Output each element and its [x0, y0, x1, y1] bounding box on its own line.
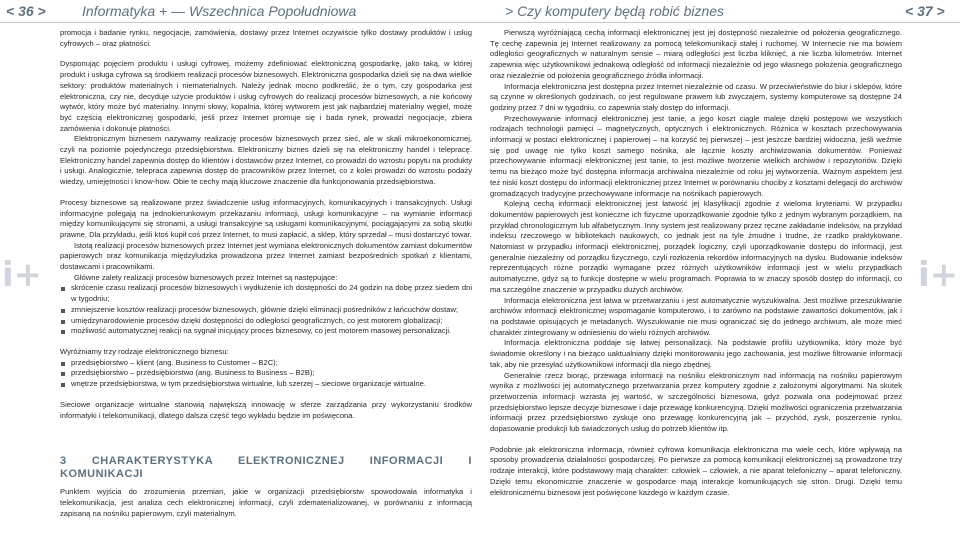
- paragraph: Sieciowe organizacje wirtualne stanowią największą innowację w sferze zarządzania przy wykorzystaniu środków informatyki i telekomunikacji, dlatego dalsza część tego wykładu będzie im poświęcona.: [60, 399, 472, 420]
- running-header: [0, 0, 960, 23]
- bullet-item: wnętrze przedsiębiorstwa, w tym przedsiębiorstwa wirtualne, lub szerzej – sieciowe organizacje wirtualne.: [60, 379, 472, 390]
- right-page-number: < 37 >: [905, 3, 945, 19]
- paragraph-gap: [490, 435, 902, 445]
- paragraph: Główne zalety realizacji procesów biznesowych przez Internet są następujące:: [74, 272, 338, 282]
- left-text-column: [60, 28, 472, 519]
- bullet-item: skrócenie czasu realizacji procesów biznesowych i wydłużenie ich dostępności do 24 godzin na dobę przez siedem dni w tygodniu;: [60, 283, 472, 304]
- bullet-list: [60, 358, 472, 390]
- paragraph: promocja i badanie rynku, negocjacje, zamówienia, dostawy przez Internet oczywiście tylko dostawy produktów i usług cyfrowych – oraz płatności.: [60, 28, 472, 48]
- paragraph-gap: [60, 49, 472, 59]
- right-text-column: [490, 28, 902, 498]
- paragraph: Informacja elektroniczna jest dostępna przez Internet niezależnie od czasu. W przeciwieństwie do biur i sklepów, które są czynne w określonych godzinach, co jest regulowane prawem lub zwyczajem, systemy komputerowe są dostępne 24 godziny przez 7 dni w tygodniu, co zapewnia stały dostęp do informacji.: [490, 81, 902, 112]
- bullet-item: możliwość automatycznej reakcji na sygnał inicjujący proces biznesowy, co jest motorem masowej personalizacji.: [60, 326, 472, 337]
- left-running-title: Informatyka + — Wszechnica Popołudniowa: [82, 3, 357, 19]
- paragraph: Generalnie rzecz biorąc, przewaga informacji na nośniku elektronicznym nad informacją na nośniku papierowym wynika z możliwości jej automatycznego przetwarzania przez komputery zgodnie z założonymi algorytmami. Na skutek przetworzenia informacji wzrasta jej wartość, w szczególności biznesowa, gdyż pozwala ona podejmować przez przedsiębiorstwo lepsze decyzje biznesowe i daje przewagę konkurencyjną. Dzięki możliwości ograniczenia przetwarzania informacji przez przedsiębiorstwo zyskuje ono przewagę konkurencyjną jak – przychód, zysk, poszerzenie rynku, dopasowanie produkcji lub świadczonych usług do potrzeb klientów itp.: [490, 370, 902, 434]
- bullet-item: zmniejszenie kosztów realizacji procesów biznesowych, głównie dzięki eliminacji pośredników z łańcuchów dostaw;: [60, 305, 472, 316]
- paragraph: Pierwszą wyróżniającą cechą informacji elektronicznej jest jej dostępność niezależnie od położenia geograficznego. Tę cechę zapewnia jej Internet realizowany za pomocą telekomunikacji stałej i ruchomej. W Internecie nie ma bowiem odległości geograficznych w naturalnym sensie – miarą odległości jest liczba kliknięć, a nie liczba kilometrów. Internet zapewnia więc użytkownikowi jednakową odległość od informacji niezależnie od jego własnego położenia geograficznego oraz niezależnie od położenia geograficznego źródła informacji.: [490, 28, 902, 80]
- paragraph: Podobnie jak elektroniczna informacja, również cyfrowa komunikacja elektroniczna ma wiele cech, które wpływają na sposoby prowadzenia działalności gospodarczej. Po pierwsze za pomocą komunikacji elektronicznej są prowadzone trzy rodzaje interakcji, które podstawowy mają charakter: człowiek – człowiek, a nie aparat telefoniczny – aparat telefoniczny. Dzięki temu ekonomicznie znaczenie w gospodarce mają interakcje komunikujących się stron. Drugi. Dzięki temu elektronicznemu biznesowi jest poświęcone każdego w każdym czasie.: [490, 444, 902, 497]
- bullet-item: przedsiębiorstwo – przedsiębiorstwo (ang. Business to Business – B2B);: [60, 368, 472, 379]
- paragraph-gap: [60, 337, 472, 347]
- paragraph: Procesy biznesowe są realizowane przez świadczenie usług informacyjnych, komunikacyjnych i transakcyjnych. Usługi informacyjne polegają na jednokierunkowym przekazaniu informacji, usługi komunikacyjne – na wymianie informacji między komunikującymi się stronami, a usługi transakcyjne są usługami komunikacyjnymi, pociągającymi za sobą skutki prawne. Dla przykładu, jeśli ktoś kupił coś przez Internet, to musi zapłacić, a sklep, który sprzedał – musi dostarczyć towar.: [60, 197, 472, 239]
- right-side-logo: i+: [918, 255, 959, 295]
- bullet-item: umiędzynarodowienie procesów dzięki dostępności do odległości geograficznych, co jest motorem globalizacji;: [60, 316, 472, 327]
- right-running-title: > Czy komputery będą robić biznes: [505, 3, 725, 19]
- paragraph: Kolejną cechą informacji elektronicznej jest łatwość jej klasyfikacji zgodnie z wieloma kryteriami. W przypadku dokumentów papierowych jest konieczne ich fizyczne uporządkowanie zgodnie tylko z jednym wybranym porządkiem, na przykład chronologicznym lub alfabetycznym. Inny system jest realizowany przez ręczne zakładanie indeksów, na przykład indeksu rzeczowego w bibliotekach naukowych, co jednak jest na tyle żmudne i trudne, że rzadko praktykowane. Natomiast w przypadku informacji elektronicznej, porządek logiczny, czyli uporządkowanie dostępu do informacji, jest generalnie niezależny od porządku fizycznego, czyli rozłożenia rekordów informacyjnych na dysku. Budowanie indeksów reprezentujących różne porządki wymagane przez różnych użytkowników informacji jest w wielu przypadkach automatyczne, gdyż są to funkcje dostępne w wielu programach. Poprawia to w znaczy sposób dostęp do informacji, co ma szczególne znaczenie w przypadku dużych archiwów.: [490, 199, 902, 294]
- paragraph-gap: [60, 390, 472, 400]
- paragraph: Dysponując pojęciem produktu i usługi cyfrowej, możemy zdefiniować elektroniczną gospodarkę, jako taką, w której produkt i usługa cyfrowa są środkiem realizacji procesów biznesowych. Elektroniczna gospodarka dzieli się na dwa wielkie sektory: produktów materialnych i niematerialnych. Należy jednak mocno podkreślić, że o tym, czy gospodarka jest elektroniczna, czy nie, decyduje użycie produktów i usług cyfrowych do realizacji procesów biznesowych, a nie końcowy wytwór, który może być materialny. Innymi słowy, kopalnia, której wytworem jest jak najbardziej materialny węgiel, może być częścią elektronicznej gospodarki, jeśli przez Internet promuje się i bada rynek, prowadzi negocjacje, zbiera zamówienia i dokonuje płatności.: [60, 59, 472, 133]
- paragraph: Informacja elektroniczna poddaje się łatwej personalizacji. Na podstawie profilu użytkownika, który może być świadomie określony i na bieżąco uaktualniany dzięki monitorowaniu jego zachowania, jest możliwe filtrowanie informacji tak, aby nie przesyłać użytkownikowi informacji dla niego zbędnej.: [490, 338, 902, 369]
- paragraph: Informacja elektroniczna jest łatwa w przetwarzaniu i jest automatycznie wyszukiwalna. Jest możliwe przeszukiwanie archiwów informacji elektronicznej wspomaganie komputerowo, i to zarówno na podstawie zawartości dokumentów, jak i na podstawie opisujących je metadanych. Wyszukiwanie nie musi ograniczać się do jednego archiwum, ale może mieć charakter zintegrowany w odniesieniu do wielu różnych archiwów.: [490, 295, 902, 337]
- left-side-logo: i+: [2, 255, 43, 295]
- left-page-number: < 36 >: [6, 3, 46, 19]
- paragraph: Przechowywanie informacji elektronicznej jest tanie, a jego koszt ciągle maleje dzięki postępowi we wszystkich rodzajach technologii pamięci – magnetycznych, optycznych i elektronicznych. Różnica w kosztach przechowywania informacji w postaci elektronicznej i papierowej – na korzyść tej pierwszej – jest jeszcze bardziej widoczna, jeśli weźmie się pod uwagę nie tylko koszt samego nośnika, ale łącznie koszty archiwizowania dokumentów. Ponieważ przechowywanie informacji elektronicznej jest tanie, to jest możliwe tworzenie wielkich archiwów i repozytoriów. Dzięki temu na bieżąco może być dostępna informacja archiwalna niezależnie od roku jej wytworzenia. Ważnym aspektem jest też niski koszt dostępu do informacji elektronicznej przez Internet w porównaniu chociby z kosztami delegacji do archiwów gromadzących tradycyjne przechowywane informacje na nośnikach papierowych.: [490, 113, 902, 198]
- paragraph-gap: [60, 188, 472, 198]
- section-heading: 3 CHARAKTERYSTYKA ELEKTRONICZNEJ INFORMACJI I KOMUNIKACJI: [60, 455, 472, 481]
- bullet-item: przedsiębiorstwo – klient (ang. Business to Customer – B2C);: [60, 358, 472, 369]
- paragraph: Elektronicznym biznesem nazywamy realizację procesów biznesowych przez sieć, ale w skali mikroekonomicznej, czyli na poziomie pojedynczego przedsiębiorstwa. Elektroniczny biznes dzieli się na elektroniczny handel i telepracę. Elektroniczny handel zapewnia dostęp do klientów i dostawców przez Internet, co prowadzi do wzrostu popytu na produkty i usługi. Analogicznie, telepraca zapewnia dostęp do pracowników przez Internet, co z kolei prowadzi do wzrostu podaży wiedzy, umiejętności i know-how. Obie te cechy mają kluczowe znaczenie dla funkcjonowania przedsiębiorstwa.: [60, 134, 472, 187]
- paragraph: Punktem wyjścia do zrozumienia przemian, jakie w organizacji przedsiębiorstw spowodowała informatyka i telekomunikacja, jest analiza cech elektronicznej informacji, czyli zdematerializowanej, w porównaniu z informacją zapisaną na nośniku papierowym, czyli materialnym.: [60, 487, 472, 518]
- paragraph: Istotą realizacji procesów biznesowych przez Internet jest wymiana elektronicznych dokumentów zamiast dokumentów papierowych oraz komunikacja międzyludzka prowadzona przez Internet zamiast bezpośrednich spotkań z klientami, dostawcami i pracownikami.: [60, 240, 473, 272]
- bullet-list: [60, 283, 472, 337]
- paragraph: Wyróżniamy trzy rodzaje elektronicznego biznesu:: [60, 346, 229, 356]
